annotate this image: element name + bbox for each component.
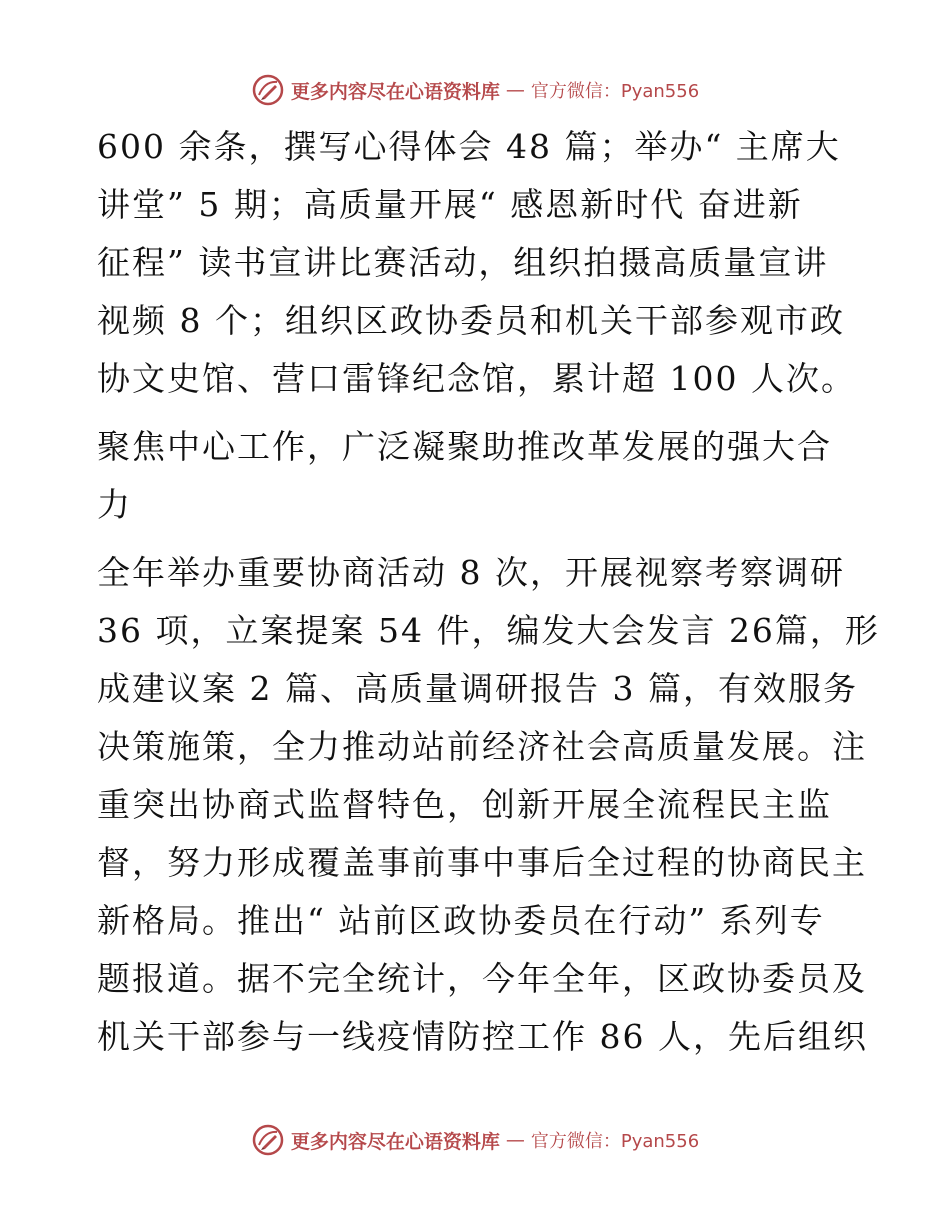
pen-logo-icon [251, 73, 285, 107]
header-wechat-text: 官方微信：Pyan556 [530, 81, 700, 102]
paragraph-gap [97, 408, 857, 418]
text-line: 征程” 读书宣讲比赛活动，组织拍摄高质量宣讲 [97, 243, 829, 282]
text-line: 成建议案 2 篇、高质量调研报告 3 篇，有效服务 [97, 669, 858, 708]
footer-brand-text: 更多内容尽在心语资料库 [290, 1130, 500, 1153]
footer-wechat-text: 官方微信：Pyan556 [530, 1131, 700, 1152]
paragraph-2 [97, 544, 880, 1066]
text-line: 讲堂” 5 期；高质量开展“ 感恩新时代 奋进新 [97, 185, 803, 224]
text-line: 督，努力形成覆盖事前事中事后全过程的协商民主 [97, 843, 867, 882]
heading-line: 力 [97, 485, 132, 524]
header-brand-text: 更多内容尽在心语资料库 [290, 80, 500, 103]
text-line: 视频 8 个；组织区政协委员和机关干部参观市政 [97, 301, 845, 340]
header-separator: — [505, 79, 525, 101]
text-line: 决策施策，全力推动站前经济社会高质量发展。注 [97, 727, 867, 766]
text-line: 题报道。据不完全统计，今年全年，区政协委员及 [97, 959, 867, 998]
header-banner-inner [251, 73, 699, 107]
text-line: 机关干部参与一线疫情防控工作 86 人，先后组织 [97, 1017, 868, 1056]
text-line: 重突出协商式监督特色，创新开展全流程民主监 [97, 785, 832, 824]
header-banner [0, 70, 950, 110]
text-line: 36 项，立案提案 54 件，编发大会发言 26篇，形 [97, 611, 880, 650]
paragraph-1 [97, 118, 857, 408]
document-body [97, 118, 880, 1066]
footer-banner-inner [251, 1123, 699, 1157]
footer-banner [0, 1120, 950, 1160]
text-line: 新格局。推出“ 站前区政协委员在行动” 系列专 [97, 901, 825, 940]
heading-line: 聚焦中心工作，广泛凝聚助推改革发展的强大合 [97, 427, 832, 466]
text-line: 协文史馆、营口雷锋纪念馆，累计超 100 人次。 [97, 359, 856, 398]
paragraph-gap [97, 534, 857, 544]
footer-separator: — [505, 1129, 525, 1151]
pen-logo-icon [251, 1123, 285, 1157]
text-line: 全年举办重要协商活动 8 次，开展视察考察调研 [97, 553, 845, 592]
section-heading [97, 418, 857, 534]
text-line: 600 余条，撰写心得体会 48 篇；举办“ 主席大 [97, 127, 841, 166]
